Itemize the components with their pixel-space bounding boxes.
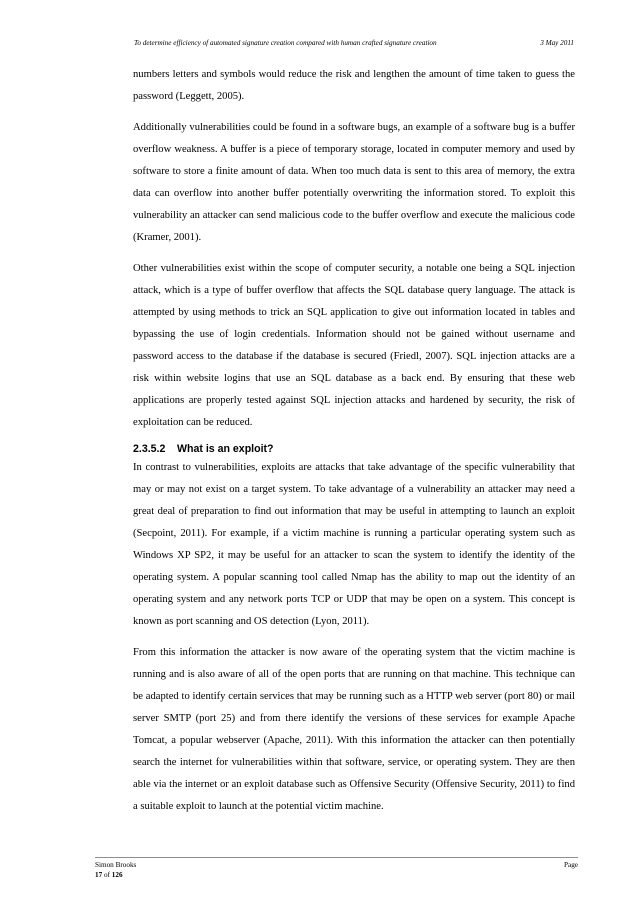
- paragraph-1: numbers letters and symbols would reduce the risk and lengthen the amount of time taken to guess the password (Leggett, 2005).: [133, 69, 575, 102]
- footer-divider: [95, 857, 578, 858]
- header-date: 3 May 2011: [540, 39, 574, 47]
- paragraph-3: Other vulnerabilities exist within the scope of computer security, a notable one being a SQL injection attack, which is a type of buffer overflow that affects the SQL database query language. The attack is attempted by using methods to trick an SQL application to give out information located in tables and bypassing the use of login credentials. Information should not be gained without username and password access to the database if the database is secured (Friedl, 2007). SQL injection attacks are a risk within website logins that use an SQL database as a back end. By ensuring that these web applications are properly tested against SQL injection attacks and hardened by security, the risk of exploitation can be reduced.: [133, 263, 575, 428]
- footer-of-label: of: [103, 871, 110, 879]
- page-body: [133, 64, 575, 827]
- footer-total-pages: 126: [111, 871, 123, 879]
- paragraph-4: In contrast to vulnerabilities, exploits are attacks that take advantage of the specific vulnerability that may or may not exist on a target system. To take advantage of a vulnerability an attacker may need a great deal of preparation to find out information that may be useful in attempting to launch an exploit (Secpoint, 2011). For example, if a victim machine is running a particular operating system such as Windows XP SP2, it may be useful for an attacker to scan the system to identify the identity of the operating system. A popular scanning tool called Nmap has the ability to map out the identity of an operating system and any network ports TCP or UDP that may be open on a system. This concept is known as port scanning and OS detection (Lyon, 2011).: [133, 462, 575, 627]
- header-title: To determine efficiency of automated signature creation compared with human crafted signature creation: [134, 39, 437, 47]
- paragraph-5: From this information the attacker is now aware of the operating system that the victim machine is running and is also aware of all of the open ports that are running on that machine. This technique can be adapted to identify certain services that may be running such as a HTTP web server (port 80) or mail server SMTP (port 25) and from there identify the versions of these services for example Apache Tomcat, a popular webserver (Apache, 2011). With this information the attacker can then potentially search the internet for vulnerabilities within that software, service, or operating system. They are then able via the internet or an exploit database such as Offensive Security (Offensive Security, 2011) to find a suitable exploit to launch at the potential victim machine.: [133, 647, 575, 812]
- footer-page-number: 17: [95, 871, 103, 879]
- footer-page-count: [95, 870, 136, 880]
- paragraph-2: Additionally vulnerabilities could be found in a software bugs, an example of a software bug is a buffer overflow weakness. A buffer is a piece of temporary storage, located in computer memory and used by software to store a finite amount of data. When too much data is sent to this area of memory, the extra data can overflow into another buffer potentially overwriting the information stored. To exploit this vulnerability an attacker can send malicious code to the buffer overflow and execute the malicious code (Kramer, 2001).: [133, 122, 575, 243]
- footer-left: [95, 860, 136, 880]
- footer-page-label: Page: [564, 861, 578, 869]
- section-heading: [133, 442, 575, 457]
- section-number: 2.3.5.2: [133, 443, 166, 455]
- section-title: What is an exploit?: [177, 443, 274, 455]
- footer-author: Simon Brooks: [95, 861, 137, 869]
